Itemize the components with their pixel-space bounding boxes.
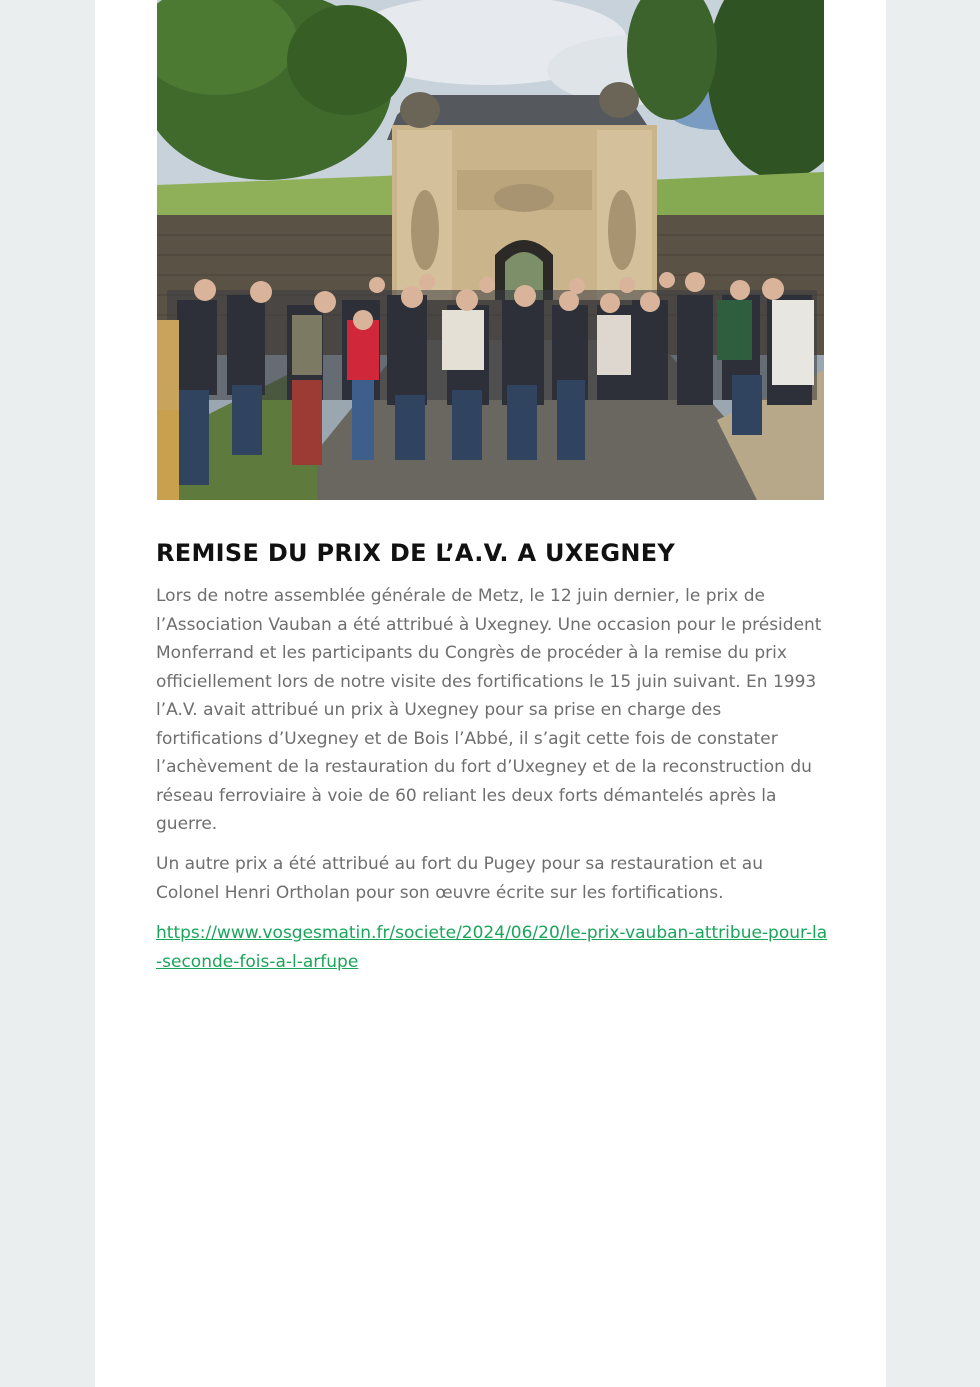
article-paragraph-1: Lors de notre assemblée générale de Metz, le 12 juin dernier, le prix de l’Association Vauban a été attribué à Uxegney. Une occasion pour le président Monferrand et les participants du Congrès de procéder à la remise du prix officiellement lors de notre visite des fortifications le 15 juin suivant. En 1993 l’A.V. avait attribué un prix à Uxegney pour sa prise en charge des fortifications d’Uxegney et de Bois l’Abbé, il s’agit cette fois de constater l’achèvement de la restauration du fort d’Uxegney et de la reconstruction du réseau ferroviaire à voie de 60 reliant les deux forts démantelés après la guerre. [156, 586, 822, 834]
article-page [95, 0, 886, 1387]
article-paragraph-2: Un autre prix a été attribué au fort du Pugey pour sa restauration et au Colonel Henri Ortholan pour son œuvre écrite sur les fortifications. [156, 854, 763, 903]
article-title: REMISE DU PRIX DE L’A.V. A UXEGNEY [156, 539, 676, 567]
article-photo [157, 0, 824, 500]
source-link[interactable]: https://www.vosgesmatin.fr/societe/2024/06/20/le-prix-vauban-attribue-pour-la-seconde-fois-a-l-arfupe [156, 923, 828, 972]
